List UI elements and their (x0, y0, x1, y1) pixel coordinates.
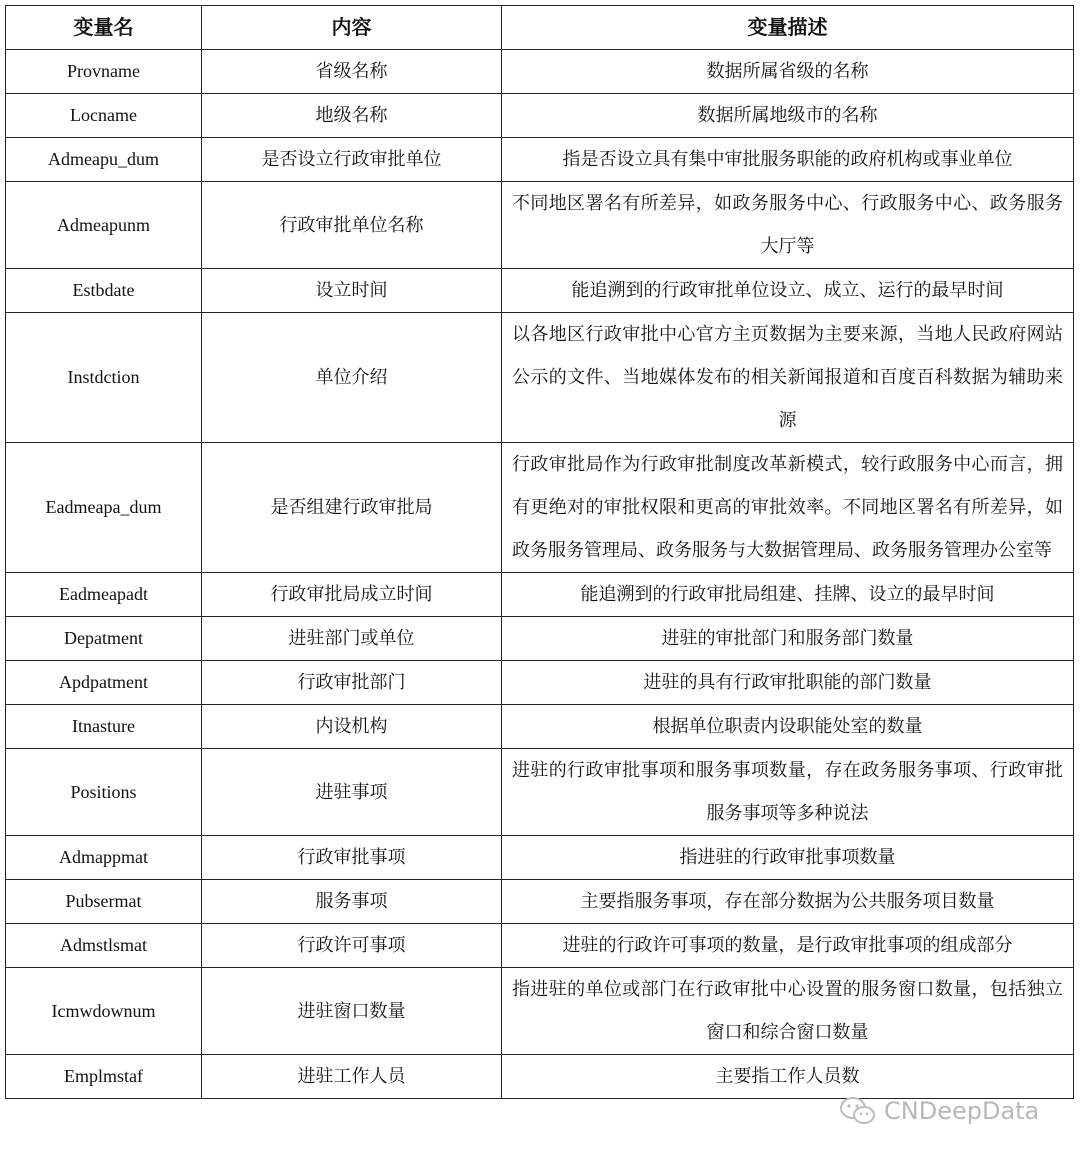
watermark-text: CNDeepData (884, 1097, 1040, 1125)
cell-variable-name: Eadmeapadt (6, 573, 202, 617)
cell-content: 行政审批局成立时间 (202, 573, 502, 617)
table-row (6, 313, 1074, 443)
cell-variable-name: Estbdate (6, 269, 202, 313)
cell-description: 指进驻的行政审批事项数量 (502, 836, 1074, 880)
cell-description: 能追溯到的行政审批局组建、挂牌、设立的最早时间 (502, 573, 1074, 617)
cell-variable-name: Itnasture (6, 705, 202, 749)
table-row (6, 836, 1074, 880)
cell-variable-name: Positions (6, 749, 202, 836)
table-row (6, 617, 1074, 661)
cell-variable-name: Icmwdownum (6, 968, 202, 1055)
table-row (6, 50, 1074, 94)
cell-variable-name: Apdpatment (6, 661, 202, 705)
header-variable-description: 变量描述 (502, 6, 1074, 50)
cell-description: 能追溯到的行政审批单位设立、成立、运行的最早时间 (502, 269, 1074, 313)
cell-description: 主要指工作人员数 (502, 1055, 1074, 1099)
header-variable-name: 变量名 (6, 6, 202, 50)
cell-content: 地级名称 (202, 94, 502, 138)
cell-content: 行政审批事项 (202, 836, 502, 880)
cell-description: 进驻的具有行政审批职能的部门数量 (502, 661, 1074, 705)
cell-content: 进驻事项 (202, 749, 502, 836)
cell-description: 数据所属地级市的名称 (502, 94, 1074, 138)
table-row (6, 269, 1074, 313)
cell-description: 行政审批局作为行政审批制度改革新模式，较行政服务中心而言，拥有更绝对的审批权限和更高的审批效率。不同地区署名有所差异，如政务服务管理局、政务服务与大数据管理局、政务服务管理办公室等 (502, 443, 1074, 573)
cell-description: 指是否设立具有集中审批服务职能的政府机构或事业单位 (502, 138, 1074, 182)
cell-content: 行政许可事项 (202, 924, 502, 968)
variable-table (5, 5, 1074, 1099)
cell-content: 服务事项 (202, 880, 502, 924)
table-row (6, 924, 1074, 968)
cell-content: 内设机构 (202, 705, 502, 749)
cell-variable-name: Admappmat (6, 836, 202, 880)
cell-description: 进驻的审批部门和服务部门数量 (502, 617, 1074, 661)
wechat-icon (838, 1096, 878, 1126)
cell-description: 以各地区行政审批中心官方主页数据为主要来源，当地人民政府网站公示的文件、当地媒体发布的相关新闻报道和百度百科数据为辅助来源 (502, 313, 1074, 443)
watermark (838, 1096, 1039, 1126)
table-row (6, 573, 1074, 617)
variable-table-container (5, 5, 1073, 1099)
cell-content: 省级名称 (202, 50, 502, 94)
table-row (6, 661, 1074, 705)
table-row (6, 443, 1074, 573)
table-row (6, 94, 1074, 138)
cell-description: 主要指服务事项，存在部分数据为公共服务项目数量 (502, 880, 1074, 924)
cell-content: 行政审批单位名称 (202, 182, 502, 269)
table-row (6, 749, 1074, 836)
cell-content: 进驻工作人员 (202, 1055, 502, 1099)
cell-variable-name: Admstlsmat (6, 924, 202, 968)
cell-variable-name: Provname (6, 50, 202, 94)
cell-content: 设立时间 (202, 269, 502, 313)
cell-description: 进驻的行政许可事项的数量，是行政审批事项的组成部分 (502, 924, 1074, 968)
table-row (6, 968, 1074, 1055)
cell-description: 根据单位职责内设职能处室的数量 (502, 705, 1074, 749)
table-row (6, 1055, 1074, 1099)
cell-variable-name: Emplmstaf (6, 1055, 202, 1099)
table-row (6, 138, 1074, 182)
cell-variable-name: Eadmeapa_dum (6, 443, 202, 573)
cell-description: 进驻的行政审批事项和服务事项数量，存在政务服务事项、行政审批服务事项等多种说法 (502, 749, 1074, 836)
cell-content: 行政审批部门 (202, 661, 502, 705)
cell-content: 是否组建行政审批局 (202, 443, 502, 573)
table-row (6, 880, 1074, 924)
cell-content: 是否设立行政审批单位 (202, 138, 502, 182)
table-header-row (6, 6, 1074, 50)
header-content: 内容 (202, 6, 502, 50)
table-row (6, 182, 1074, 269)
cell-description: 指进驻的单位或部门在行政审批中心设置的服务窗口数量，包括独立窗口和综合窗口数量 (502, 968, 1074, 1055)
cell-content: 进驻窗口数量 (202, 968, 502, 1055)
cell-description: 数据所属省级的名称 (502, 50, 1074, 94)
cell-variable-name: Admeapunm (6, 182, 202, 269)
cell-description: 不同地区署名有所差异，如政务服务中心、行政服务中心、政务服务大厅等 (502, 182, 1074, 269)
cell-content: 单位介绍 (202, 313, 502, 443)
cell-variable-name: Depatment (6, 617, 202, 661)
cell-variable-name: Locname (6, 94, 202, 138)
cell-content: 进驻部门或单位 (202, 617, 502, 661)
table-row (6, 705, 1074, 749)
cell-variable-name: Admeapu_dum (6, 138, 202, 182)
cell-variable-name: Instdction (6, 313, 202, 443)
cell-variable-name: Pubsermat (6, 880, 202, 924)
